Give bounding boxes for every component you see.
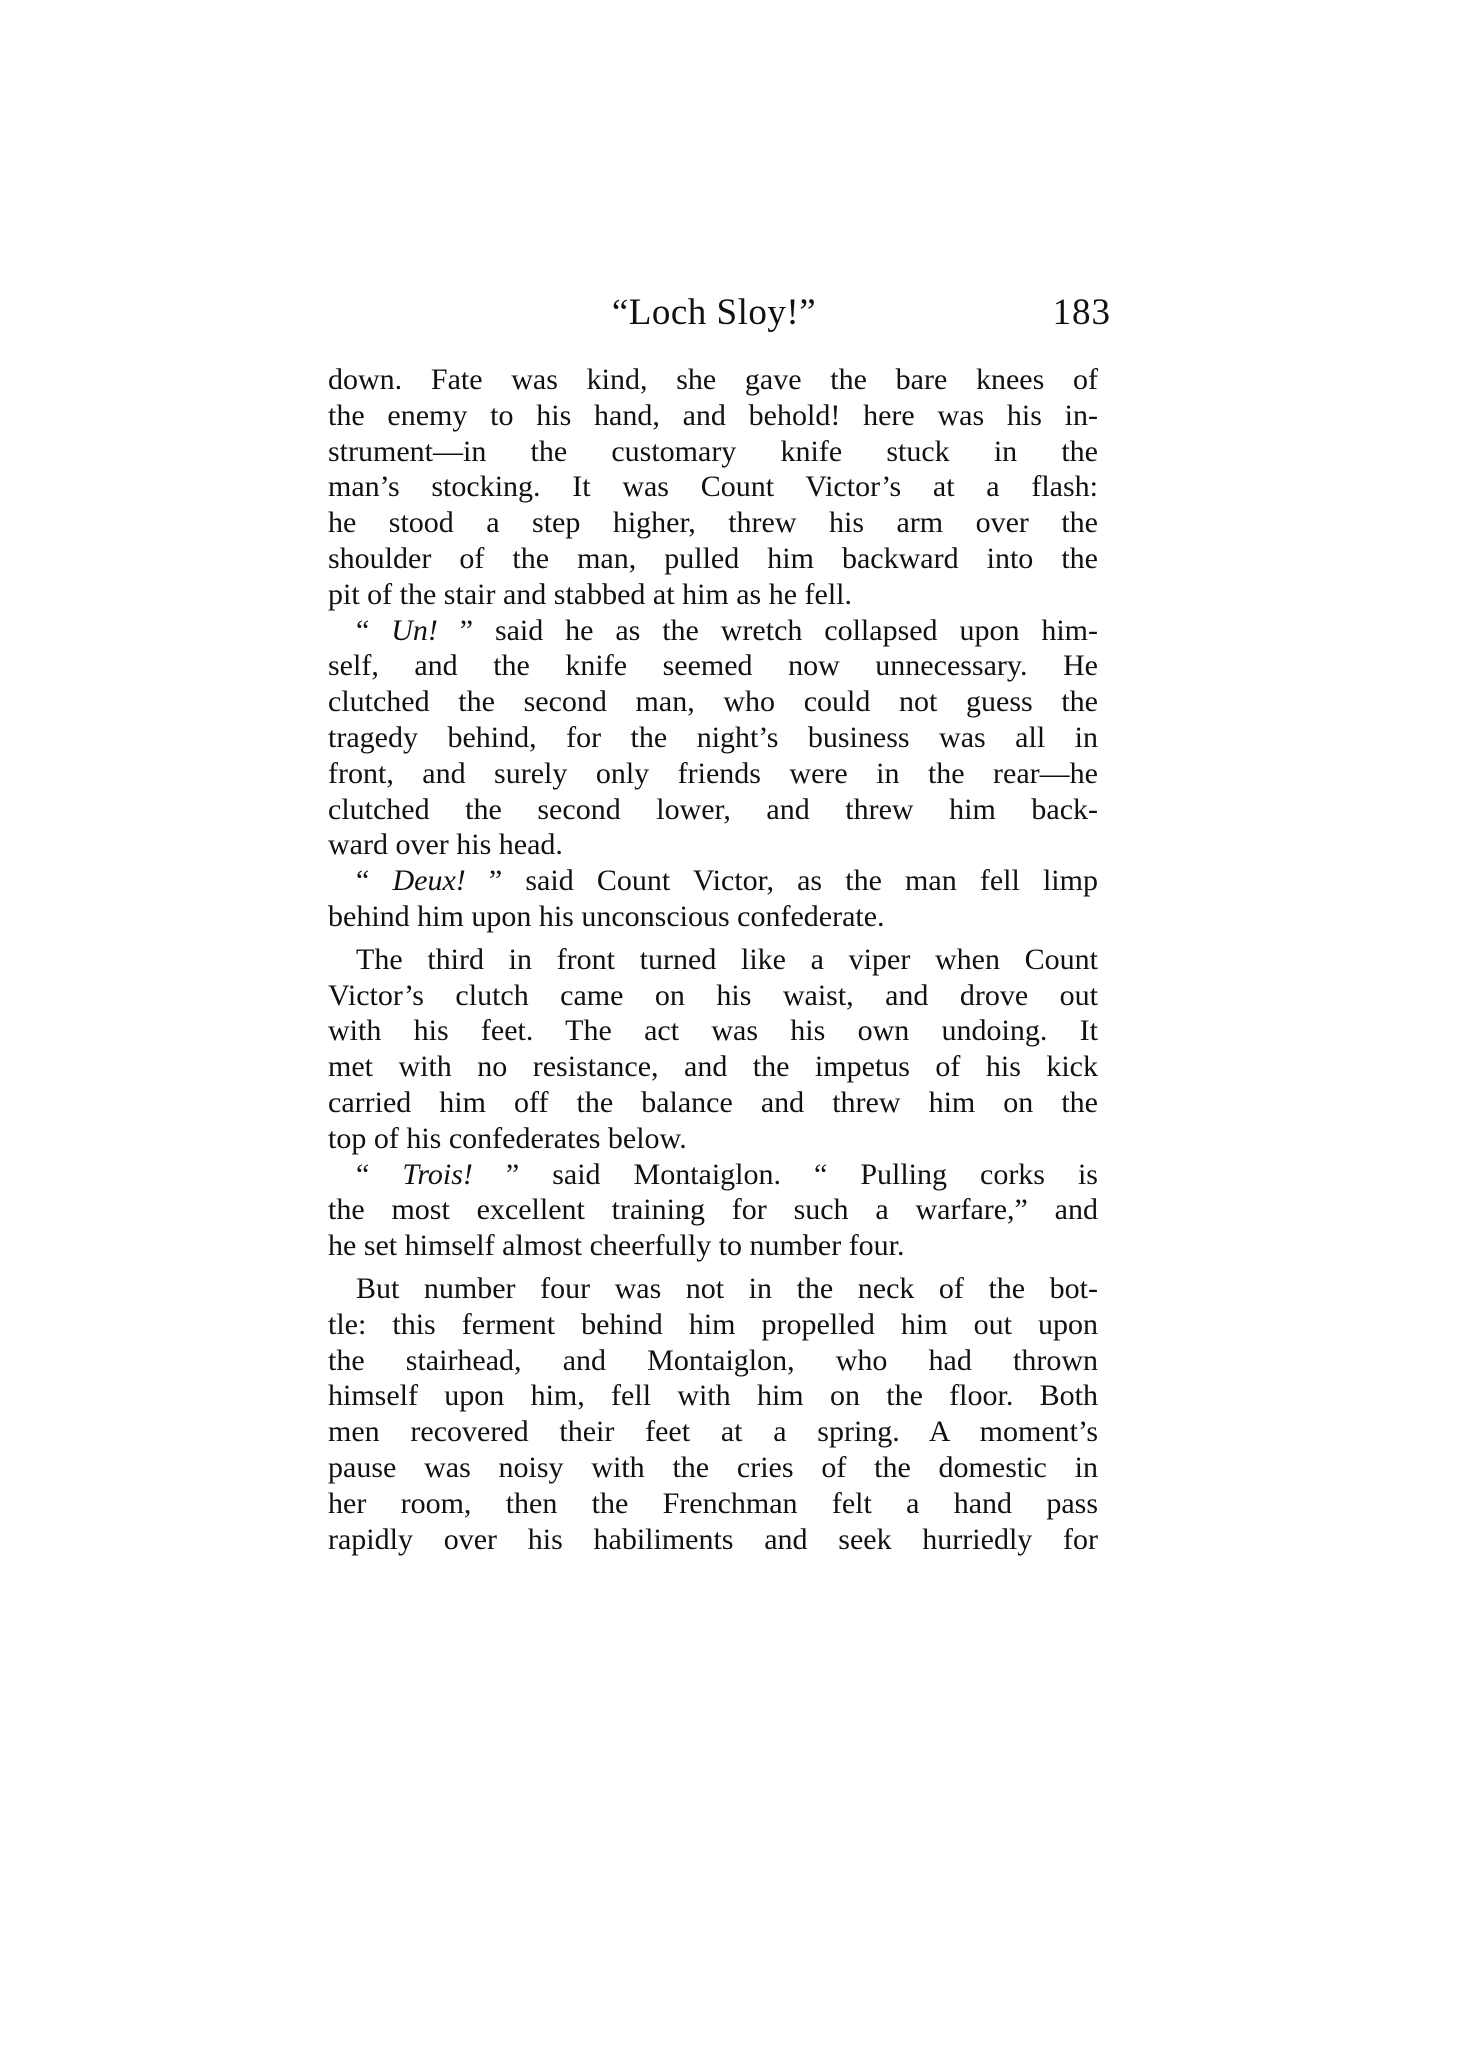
text-line: pit of the stair and stabbed at him as he fell.: [328, 577, 853, 611]
text-line: the stairhead, and Montaiglon, who had thrown: [328, 1343, 1098, 1377]
paragraph: [328, 863, 1098, 935]
text-line: men recovered their feet at a spring. A moment’s: [328, 1415, 1098, 1449]
running-head: [325, 288, 1111, 338]
text-line: [328, 1157, 1098, 1193]
text-line: man’s stocking. It was Count Victor’s at a flash:: [328, 470, 1098, 504]
body-text: [328, 362, 1098, 1557]
text-line: he set himself almost cheerfully to number four.: [328, 1229, 905, 1263]
text-line: carried him off the balance and threw him on the: [328, 1085, 1098, 1119]
text-line: The third in front turned like a viper when Count: [356, 942, 1098, 976]
text-line: he stood a step higher, threw his arm over the: [328, 506, 1098, 540]
text-line: strument—in the customary knife stuck in the: [328, 434, 1098, 468]
text-line: top of his confederates below.: [328, 1121, 687, 1155]
text-line: her room, then the Frenchman felt a hand pass: [328, 1486, 1098, 1520]
text-line: the enemy to his hand, and behold! here was his in-: [328, 398, 1098, 432]
text-line: tragedy behind, for the night’s business was all in: [328, 720, 1098, 754]
open-quote: “: [356, 864, 393, 898]
text-line: ward over his head.: [328, 828, 563, 862]
exclamation: Trois!: [402, 1157, 473, 1191]
paragraph: [328, 942, 1098, 1157]
open-quote: “: [356, 613, 392, 647]
text-line: Victor’s clutch came on his waist, and drove out: [328, 978, 1098, 1012]
text-line: clutched the second man, who could not guess the: [328, 685, 1098, 719]
line-rest: ” said Montaiglon. “ Pulling corks is: [472, 1157, 1098, 1191]
text-line: tle: this ferment behind him propelled him out upon: [328, 1307, 1098, 1341]
text-line: with his feet. The act was his own undoing. It: [328, 1014, 1098, 1048]
exclamation: Un!: [391, 613, 438, 647]
text-line: [328, 863, 1098, 899]
text-line: front, and surely only friends were in the rear—he: [328, 756, 1098, 790]
text-line: But number four was not in the neck of the bot-: [356, 1271, 1098, 1305]
text-line: self, and the knife seemed now unnecessary. He: [328, 649, 1098, 683]
text-line: clutched the second lower, and threw him back-: [328, 792, 1098, 826]
open-quote: “: [356, 1157, 403, 1191]
text-line: [328, 613, 1098, 649]
text-line: met with no resistance, and the impetus of his kick: [328, 1050, 1098, 1084]
running-title: “Loch Sloy!”: [611, 292, 817, 333]
exclamation: Deux!: [392, 864, 466, 898]
text-line: rapidly over his habiliments and seek hurriedly for: [328, 1522, 1098, 1556]
line-rest: ” said Count Victor, as the man fell limp: [465, 864, 1098, 898]
text-line: behind him upon his unconscious confederate.: [328, 899, 885, 933]
paragraph: [328, 1157, 1098, 1264]
paragraph: [328, 613, 1098, 864]
text-line: down. Fate was kind, she gave the bare knees of: [328, 363, 1098, 396]
text-line: himself upon him, fell with him on the floor. Both: [328, 1379, 1098, 1413]
page-number: 183: [1052, 292, 1111, 333]
text-line: shoulder of the man, pulled him backward into the: [328, 541, 1098, 575]
text-line: the most excellent training for such a warfare,” and: [328, 1193, 1098, 1227]
paragraph: [328, 1271, 1098, 1557]
line-rest: ” said he as the wretch collapsed upon him-: [437, 613, 1098, 647]
text-line: pause was noisy with the cries of the domestic in: [328, 1450, 1098, 1484]
paragraph: [328, 362, 1098, 613]
